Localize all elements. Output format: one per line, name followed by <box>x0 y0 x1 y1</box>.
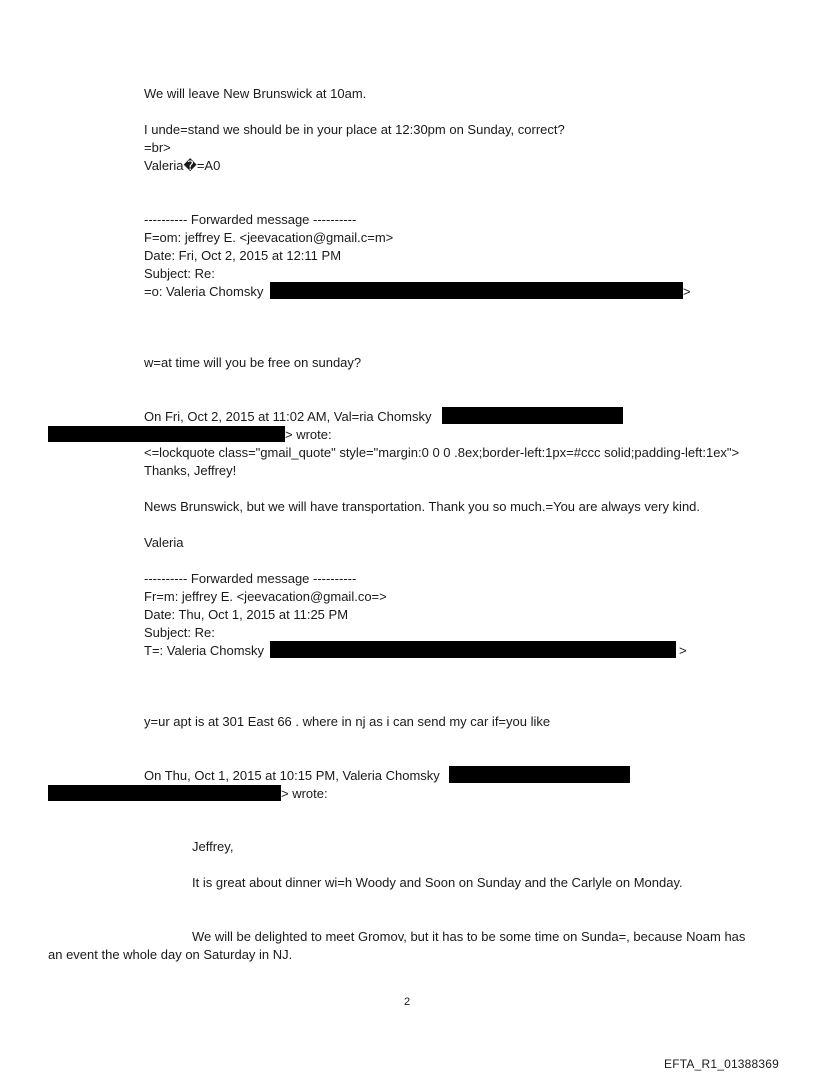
header-subject: Subject: Re: <box>144 266 215 281</box>
header-subject: Subject: Re: <box>144 625 215 640</box>
body-line: We will leave New Brunswick at 10am. <box>144 86 367 101</box>
redaction-bar <box>270 641 676 658</box>
redaction-bar <box>270 282 683 299</box>
quote-body: News Brunswick, but we will have transportation. Thank you so much.=You are always very kind. <box>144 499 701 514</box>
body-line: I unde=stand we should be in your place at 12:30pm on Sunday, correct? <box>144 122 565 137</box>
redaction-bar <box>442 407 623 424</box>
redaction-bar <box>48 426 285 442</box>
quote-paragraph: It is great about dinner wi=h Woody and Soon on Sunday and the Carlyle on Monday. <box>192 875 683 890</box>
blockquote-markup: <=lockquote class="gmail_quote" style="margin:0 0 0 .8ex;border-left:1px=#ccc solid;padding-left:1ex"> <box>144 445 740 460</box>
quote-wrote: > wrote: <box>281 786 328 801</box>
header-to-close: > <box>683 284 691 299</box>
page-number: 2 <box>404 996 411 1008</box>
bates-number: EFTA_R1_01388369 <box>664 1057 780 1071</box>
header-to: =o: Valeria Chomsky <box>144 284 264 299</box>
reply-line: y=ur apt is at 301 East 66 . where in nj as i can send my car if=you like <box>144 714 551 729</box>
header-to: T=: Valeria Chomsky <box>144 643 265 658</box>
quote-paragraph: We will be delighted to meet Gromov, but it has to be some time on Sunda=, because Noam has <box>192 929 746 944</box>
redaction-bar <box>48 785 281 801</box>
header-from: Fr=m: jeffrey E. <jeevacation@gmail.co=> <box>144 589 387 604</box>
header-date: Date: Thu, Oct 1, 2015 at 11:25 PM <box>144 607 349 622</box>
header-date: Date: Fri, Oct 2, 2015 at 12:11 PM <box>144 248 342 263</box>
quote-wrote: > wrote: <box>285 427 332 442</box>
redaction-bar <box>449 766 630 783</box>
quote-greeting: Jeffrey, <box>192 839 234 854</box>
forward-separator: ---------- Forwarded message ---------- <box>144 212 357 227</box>
reply-line: w=at time will you be free on sunday? <box>144 355 362 370</box>
quote-signature: Valeria <box>144 535 184 550</box>
forward-separator: ---------- Forwarded message ---------- <box>144 571 357 586</box>
header-from: F=om: jeffrey E. <jeevacation@gmail.c=m> <box>144 230 394 245</box>
header-to-close: > <box>679 643 687 658</box>
quote-paragraph: an event the whole day on Saturday in NJ. <box>48 947 293 962</box>
quote-thanks: Thanks, Jeffrey! <box>144 463 237 478</box>
quote-header: On Thu, Oct 1, 2015 at 10:15 PM, Valeria Chomsky <box>144 768 440 783</box>
body-line: =br> <box>144 140 171 155</box>
signature-line: Valeria�=A0 <box>144 158 221 173</box>
quote-header: On Fri, Oct 2, 2015 at 11:02 AM, Val=ria Chomsky <box>144 409 432 424</box>
